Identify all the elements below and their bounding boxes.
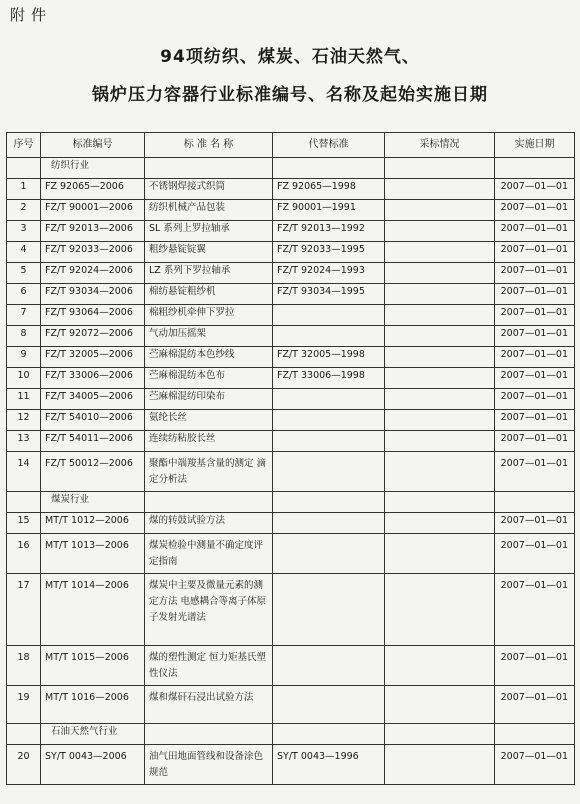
cell-name: 氨纶长丝 bbox=[145, 410, 273, 431]
cell-date: 2007—01—01 bbox=[495, 452, 575, 492]
category-blank-cell bbox=[385, 158, 495, 179]
cell-adopt bbox=[385, 410, 495, 431]
cell-adopt bbox=[385, 534, 495, 574]
cell-date: 2007—01—01 bbox=[495, 179, 575, 200]
cell-date: 2007—01—01 bbox=[495, 221, 575, 242]
cell-no: 4 bbox=[7, 242, 41, 263]
table-row bbox=[7, 221, 575, 242]
cell-code: FZ/T 92072—2006 bbox=[41, 326, 145, 347]
table-row bbox=[7, 368, 575, 389]
category-label: 纺织行业 bbox=[41, 158, 145, 179]
header-date: 实施日期 bbox=[495, 133, 575, 158]
cell-adopt bbox=[385, 389, 495, 410]
header-replace: 代替标准 bbox=[273, 133, 385, 158]
cell-no: 1 bbox=[7, 179, 41, 200]
cell-code: MT/T 1014—2006 bbox=[41, 574, 145, 646]
cell-name: 聚酯中端羧基含量的测定 滴定分析法 bbox=[145, 452, 273, 492]
header-no: 序号 bbox=[7, 133, 41, 158]
cell-replace: FZ 92065—1998 bbox=[273, 179, 385, 200]
cell-no: 8 bbox=[7, 326, 41, 347]
cell-no: 7 bbox=[7, 305, 41, 326]
table-row bbox=[7, 179, 575, 200]
cell-replace: FZ/T 93034—1995 bbox=[273, 284, 385, 305]
cell-name: 苎麻棉混纺本色纱线 bbox=[145, 347, 273, 368]
cell-no: 5 bbox=[7, 263, 41, 284]
cell-no: 14 bbox=[7, 452, 41, 492]
cell-date: 2007—01—01 bbox=[495, 305, 575, 326]
cell-adopt bbox=[385, 368, 495, 389]
cell-date: 2007—01—01 bbox=[495, 347, 575, 368]
cell-code: MT/T 1012—2006 bbox=[41, 513, 145, 534]
header-name: 标 准 名 称 bbox=[145, 133, 273, 158]
table-row bbox=[7, 452, 575, 492]
cell-no: 12 bbox=[7, 410, 41, 431]
cell-adopt bbox=[385, 513, 495, 534]
header-code: 标准编号 bbox=[41, 133, 145, 158]
category-label: 石油天然气行业 bbox=[41, 724, 145, 745]
category-blank-cell bbox=[495, 158, 575, 179]
cell-no: 11 bbox=[7, 389, 41, 410]
table-row bbox=[7, 347, 575, 368]
table-header-row bbox=[7, 133, 575, 158]
category-blank-cell bbox=[145, 724, 273, 745]
cell-code: MT/T 1016—2006 bbox=[41, 686, 145, 724]
table-row bbox=[7, 242, 575, 263]
cell-date: 2007—01—01 bbox=[495, 513, 575, 534]
cell-code: FZ/T 32005—2006 bbox=[41, 347, 145, 368]
category-blank-cell bbox=[495, 724, 575, 745]
cell-adopt bbox=[385, 263, 495, 284]
cell-name: 煤的塑性测定 恒力矩基氏塑性仪法 bbox=[145, 646, 273, 686]
cell-no: 20 bbox=[7, 745, 41, 785]
cell-date: 2007—01—01 bbox=[495, 745, 575, 785]
cell-no: 16 bbox=[7, 534, 41, 574]
table-row bbox=[7, 284, 575, 305]
cell-code: FZ 92065—2006 bbox=[41, 179, 145, 200]
cell-adopt bbox=[385, 452, 495, 492]
standards-table bbox=[6, 132, 575, 785]
cell-replace bbox=[273, 513, 385, 534]
cell-name: LZ 系列下罗拉轴承 bbox=[145, 263, 273, 284]
cell-no: 19 bbox=[7, 686, 41, 724]
cell-code: MT/T 1013—2006 bbox=[41, 534, 145, 574]
cell-date: 2007—01—01 bbox=[495, 574, 575, 646]
page-title-line-2: 锅炉压力容器行业标准编号、名称及起始实施日期 bbox=[92, 85, 488, 105]
cell-code: FZ/T 54010—2006 bbox=[41, 410, 145, 431]
table-row bbox=[7, 745, 575, 785]
attachment-label: 附件 bbox=[10, 6, 53, 24]
cell-date: 2007—01—01 bbox=[495, 686, 575, 724]
category-blank-cell bbox=[7, 158, 41, 179]
cell-date: 2007—01—01 bbox=[495, 242, 575, 263]
cell-adopt bbox=[385, 431, 495, 452]
cell-no: 17 bbox=[7, 574, 41, 646]
cell-date: 2007—01—01 bbox=[495, 646, 575, 686]
category-row bbox=[7, 724, 575, 745]
cell-name: 煤炭检验中测量不确定度评定指南 bbox=[145, 534, 273, 574]
cell-code: FZ/T 50012—2006 bbox=[41, 452, 145, 492]
cell-code: FZ/T 34005—2006 bbox=[41, 389, 145, 410]
cell-replace: SY/T 0043—1996 bbox=[273, 745, 385, 785]
table-row bbox=[7, 389, 575, 410]
cell-no: 18 bbox=[7, 646, 41, 686]
category-blank-cell bbox=[7, 724, 41, 745]
cell-no: 9 bbox=[7, 347, 41, 368]
cell-name: 苎麻棉混纺本色布 bbox=[145, 368, 273, 389]
cell-name: 气动加压摇架 bbox=[145, 326, 273, 347]
cell-date: 2007—01—01 bbox=[495, 284, 575, 305]
category-blank-cell bbox=[273, 724, 385, 745]
cell-adopt bbox=[385, 745, 495, 785]
cell-date: 2007—01—01 bbox=[495, 200, 575, 221]
cell-name: 苎麻棉混纺印染布 bbox=[145, 389, 273, 410]
table-row bbox=[7, 513, 575, 534]
category-label: 煤炭行业 bbox=[41, 492, 145, 513]
cell-replace bbox=[273, 305, 385, 326]
table-body bbox=[7, 158, 575, 785]
category-blank-cell bbox=[385, 724, 495, 745]
cell-date: 2007—01—01 bbox=[495, 534, 575, 574]
table-row bbox=[7, 431, 575, 452]
cell-name: 不锈钢焊接式织筒 bbox=[145, 179, 273, 200]
category-blank-cell bbox=[495, 492, 575, 513]
cell-adopt bbox=[385, 305, 495, 326]
category-blank-cell bbox=[273, 158, 385, 179]
cell-adopt bbox=[385, 200, 495, 221]
page-title-line-1: 94项纺织、煤炭、石油天然气、 bbox=[160, 47, 420, 67]
cell-replace: FZ/T 92013—1992 bbox=[273, 221, 385, 242]
cell-name: 油气田地面管线和设备涂色规范 bbox=[145, 745, 273, 785]
cell-replace bbox=[273, 389, 385, 410]
cell-replace bbox=[273, 326, 385, 347]
cell-no: 10 bbox=[7, 368, 41, 389]
category-blank-cell bbox=[145, 158, 273, 179]
category-row bbox=[7, 492, 575, 513]
cell-code: FZ/T 92024—2006 bbox=[41, 263, 145, 284]
cell-replace bbox=[273, 534, 385, 574]
cell-name: 连续纺粘胶长丝 bbox=[145, 431, 273, 452]
cell-replace: FZ/T 32005—1998 bbox=[273, 347, 385, 368]
cell-adopt bbox=[385, 284, 495, 305]
cell-no: 3 bbox=[7, 221, 41, 242]
cell-replace bbox=[273, 410, 385, 431]
cell-replace: FZ/T 92033—1995 bbox=[273, 242, 385, 263]
cell-code: FZ/T 92013—2006 bbox=[41, 221, 145, 242]
cell-code: FZ/T 93034—2006 bbox=[41, 284, 145, 305]
cell-name: 粗纱悬锭锭翼 bbox=[145, 242, 273, 263]
cell-no: 13 bbox=[7, 431, 41, 452]
cell-date: 2007—01—01 bbox=[495, 368, 575, 389]
cell-replace bbox=[273, 452, 385, 492]
category-blank-cell bbox=[145, 492, 273, 513]
table-row bbox=[7, 200, 575, 221]
cell-adopt bbox=[385, 347, 495, 368]
cell-name: SL 系列上罗拉轴承 bbox=[145, 221, 273, 242]
cell-name: 煤炭中主要及微量元素的测定方法 电感耦合等离子体原子发射光谱法 bbox=[145, 574, 273, 646]
cell-replace bbox=[273, 646, 385, 686]
category-blank-cell bbox=[273, 492, 385, 513]
header-adopt: 采标情况 bbox=[385, 133, 495, 158]
cell-no: 6 bbox=[7, 284, 41, 305]
cell-name: 煤和煤矸石浸出试验方法 bbox=[145, 686, 273, 724]
cell-date: 2007—01—01 bbox=[495, 410, 575, 431]
table-row bbox=[7, 263, 575, 284]
cell-adopt bbox=[385, 686, 495, 724]
cell-replace bbox=[273, 686, 385, 724]
table-row bbox=[7, 326, 575, 347]
cell-no: 15 bbox=[7, 513, 41, 534]
cell-name: 纺织机械产品包装 bbox=[145, 200, 273, 221]
cell-replace: FZ/T 33006—1998 bbox=[273, 368, 385, 389]
cell-date: 2007—01—01 bbox=[495, 431, 575, 452]
cell-code: MT/T 1015—2006 bbox=[41, 646, 145, 686]
category-blank-cell bbox=[385, 492, 495, 513]
table-row bbox=[7, 410, 575, 431]
cell-name: 棉纺悬锭粗纱机 bbox=[145, 284, 273, 305]
cell-adopt bbox=[385, 179, 495, 200]
cell-adopt bbox=[385, 646, 495, 686]
table-row bbox=[7, 686, 575, 724]
cell-code: FZ/T 54011—2006 bbox=[41, 431, 145, 452]
cell-replace: FZ/T 92024—1993 bbox=[273, 263, 385, 284]
cell-code: FZ/T 90001—2006 bbox=[41, 200, 145, 221]
cell-code: FZ/T 33006—2006 bbox=[41, 368, 145, 389]
cell-date: 2007—01—01 bbox=[495, 389, 575, 410]
table-row bbox=[7, 646, 575, 686]
cell-adopt bbox=[385, 242, 495, 263]
table-row bbox=[7, 574, 575, 646]
table-row bbox=[7, 305, 575, 326]
cell-no: 2 bbox=[7, 200, 41, 221]
category-blank-cell bbox=[7, 492, 41, 513]
cell-code: FZ/T 93064—2006 bbox=[41, 305, 145, 326]
cell-code: SY/T 0043—2006 bbox=[41, 745, 145, 785]
cell-replace bbox=[273, 574, 385, 646]
cell-date: 2007—01—01 bbox=[495, 263, 575, 284]
category-row bbox=[7, 158, 575, 179]
cell-adopt bbox=[385, 221, 495, 242]
cell-name: 煤的转鼓试验方法 bbox=[145, 513, 273, 534]
cell-date: 2007—01—01 bbox=[495, 326, 575, 347]
cell-code: FZ/T 92033—2006 bbox=[41, 242, 145, 263]
cell-adopt bbox=[385, 326, 495, 347]
cell-replace: FZ 90001—1991 bbox=[273, 200, 385, 221]
table-row bbox=[7, 534, 575, 574]
cell-name: 棉粗纱机牵伸下罗拉 bbox=[145, 305, 273, 326]
cell-adopt bbox=[385, 574, 495, 646]
cell-replace bbox=[273, 431, 385, 452]
